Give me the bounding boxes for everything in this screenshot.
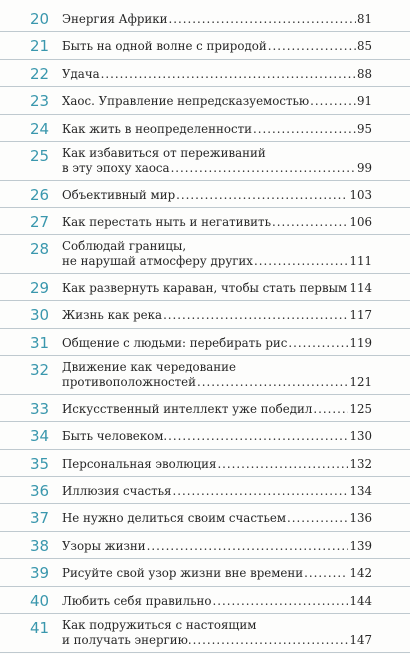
page-number: 106 [349, 215, 372, 229]
toc-entry [0, 273, 410, 301]
chapter-title-line [62, 161, 372, 176]
page-number: 111 [349, 254, 372, 269]
chapter-number: 32 [30, 361, 50, 380]
chapter-number: 29 [30, 279, 50, 297]
chapter-title-line [62, 402, 372, 417]
chapter-title-line [62, 254, 372, 269]
chapter-title: Узоры жизни [62, 538, 146, 553]
dot-leader [176, 188, 348, 203]
toc-entry [0, 421, 410, 449]
page-number: 130 [349, 429, 372, 444]
chapter-title-line [62, 39, 372, 54]
chapter-title: Как избавиться от переживаний [62, 146, 266, 160]
toc-entry [0, 586, 410, 614]
page-number: 91 [356, 94, 372, 109]
chapter-title-line [62, 239, 372, 254]
chapter-title: Как развернуть караван, чтобы стать первым [62, 281, 348, 295]
dot-leader [254, 254, 349, 269]
dot-leader [288, 336, 348, 351]
chapter-title: и получать энергию. [62, 633, 192, 647]
chapter-title-line [62, 457, 372, 472]
chapter-title: Быть на одной волне с природой [62, 39, 267, 54]
chapter-number: 41 [30, 619, 50, 637]
chapter-number: 25 [30, 147, 50, 165]
dot-leader [253, 122, 356, 137]
chapter-title: Иллюзия счастья [62, 484, 172, 498]
dot-leader [171, 161, 356, 176]
chapter-number: 33 [30, 399, 50, 418]
chapter-number: 35 [30, 454, 50, 473]
dot-leader [310, 94, 356, 109]
dot-leader [304, 566, 348, 581]
chapter-title-line [62, 336, 372, 351]
toc-entry [0, 558, 410, 586]
page-number: 144 [349, 593, 372, 608]
chapter-title-line [62, 188, 372, 203]
chapter-number: 26 [30, 185, 50, 204]
chapter-title: Не нужно делиться своим счастьем [62, 511, 287, 526]
page-number: 136 [349, 511, 372, 526]
toc-entry [0, 613, 410, 653]
chapter-title-line [62, 146, 372, 161]
chapter-number: 27 [30, 213, 50, 231]
chapter-title-line [62, 281, 372, 296]
toc-entry [0, 355, 410, 395]
chapter-title-line [62, 12, 372, 27]
chapter-title-line [62, 539, 372, 554]
chapter-number: 20 [30, 10, 50, 28]
page-number: 95 [356, 121, 372, 136]
toc-entry [0, 328, 410, 356]
toc-entry [0, 207, 410, 235]
dot-leader [193, 633, 349, 648]
chapter-title: Любить себя правильно [62, 593, 212, 608]
chapter-title-line [62, 94, 372, 109]
chapter-title: Искусственный интеллект уже победил [62, 401, 313, 416]
chapter-title: Быть человеком. [62, 429, 168, 444]
page-number: 125 [349, 401, 372, 416]
dot-leader [213, 594, 349, 609]
toc-entry [0, 234, 410, 274]
toc-entry [0, 394, 410, 422]
page-number: 142 [349, 566, 372, 581]
toc-entry [0, 31, 410, 59]
chapter-title: Как жить в неопределенности [62, 121, 252, 136]
dot-leader [163, 308, 348, 323]
page-number: 139 [349, 538, 372, 553]
chapter-title: Соблюдай границы, [62, 239, 187, 254]
dot-leader [313, 402, 348, 417]
page-number: 147 [349, 633, 372, 647]
page-number: 88 [356, 66, 372, 81]
chapter-number: 39 [30, 564, 50, 583]
toc-entry [0, 449, 410, 477]
chapter-title-line [62, 633, 372, 648]
dot-leader [268, 39, 356, 54]
chapter-title: Персональная эволюция [62, 456, 217, 471]
page-number: 99 [356, 161, 372, 175]
chapter-title-line [62, 308, 372, 323]
chapter-title-line [62, 484, 372, 499]
chapter-number: 22 [30, 64, 50, 83]
chapter-title-line [62, 566, 372, 581]
toc-entry [0, 114, 410, 142]
chapter-number: 34 [30, 427, 50, 446]
toc-entry [0, 300, 410, 328]
dot-leader [168, 429, 348, 444]
dot-leader [168, 12, 356, 27]
chapter-title-line [62, 618, 372, 633]
chapter-title: Как перестать ныть и негативить [62, 215, 271, 229]
chapter-title-line [62, 375, 372, 390]
page-number: 132 [349, 456, 372, 471]
chapter-title: Общение с людьми: перебирать рис [62, 335, 288, 350]
chapter-number: 38 [30, 536, 50, 555]
chapter-title: Объективный мир [62, 187, 176, 202]
toc-entry [0, 141, 410, 181]
chapter-title-line [62, 429, 372, 444]
page-number: 119 [349, 335, 372, 350]
page-number: 121 [349, 375, 372, 390]
page-number: 117 [349, 308, 372, 323]
chapter-title: Энергия Африки [62, 12, 168, 26]
chapter-number: 40 [30, 591, 50, 610]
toc-entry [0, 86, 410, 114]
page-number: 85 [356, 39, 372, 54]
chapter-title-line [62, 360, 372, 375]
chapter-title: Рисуйте свой узор жизни вне времени [62, 566, 304, 581]
chapter-title: Хаос. Управление непредсказуемостью [62, 94, 310, 109]
chapter-number: 37 [30, 509, 50, 528]
chapter-title: Как подружиться с настоящим [62, 618, 257, 632]
chapter-title: в эту эпоху хаоса [62, 161, 170, 175]
chapter-title-line [62, 67, 372, 82]
dot-leader [101, 67, 356, 82]
dot-leader [197, 375, 348, 390]
page-number: 103 [349, 187, 372, 202]
chapter-title: Жизнь как река [62, 308, 163, 323]
dot-leader [272, 215, 348, 230]
chapter-title: Движение как чередование [62, 360, 236, 375]
chapter-title: противоположностей [62, 375, 197, 390]
chapter-title-line [62, 511, 372, 526]
chapter-title: не нарушай атмосферу других [62, 254, 253, 269]
dot-leader [287, 511, 348, 526]
toc-entry [0, 180, 410, 208]
page-number: 134 [349, 484, 372, 498]
toc-entry [0, 503, 410, 531]
dot-leader [147, 539, 349, 554]
dot-leader [172, 484, 348, 499]
dot-leader [217, 457, 348, 472]
chapter-number: 28 [30, 240, 50, 259]
chapter-number: 24 [30, 119, 50, 138]
chapter-number: 36 [30, 482, 50, 500]
toc-entry [0, 4, 410, 32]
page-number: 81 [356, 12, 372, 26]
chapter-title-line [62, 215, 372, 230]
page-number: 114 [349, 281, 372, 295]
chapter-number: 31 [30, 333, 50, 352]
toc-entry [0, 476, 410, 504]
toc-entry [0, 59, 410, 87]
chapter-number: 21 [30, 37, 50, 56]
chapter-number: 23 [30, 92, 50, 111]
chapter-number: 30 [30, 306, 50, 325]
chapter-title-line [62, 594, 372, 609]
chapter-title: Удача [62, 66, 100, 81]
chapter-title-line [62, 122, 372, 137]
toc-entry [0, 531, 410, 559]
